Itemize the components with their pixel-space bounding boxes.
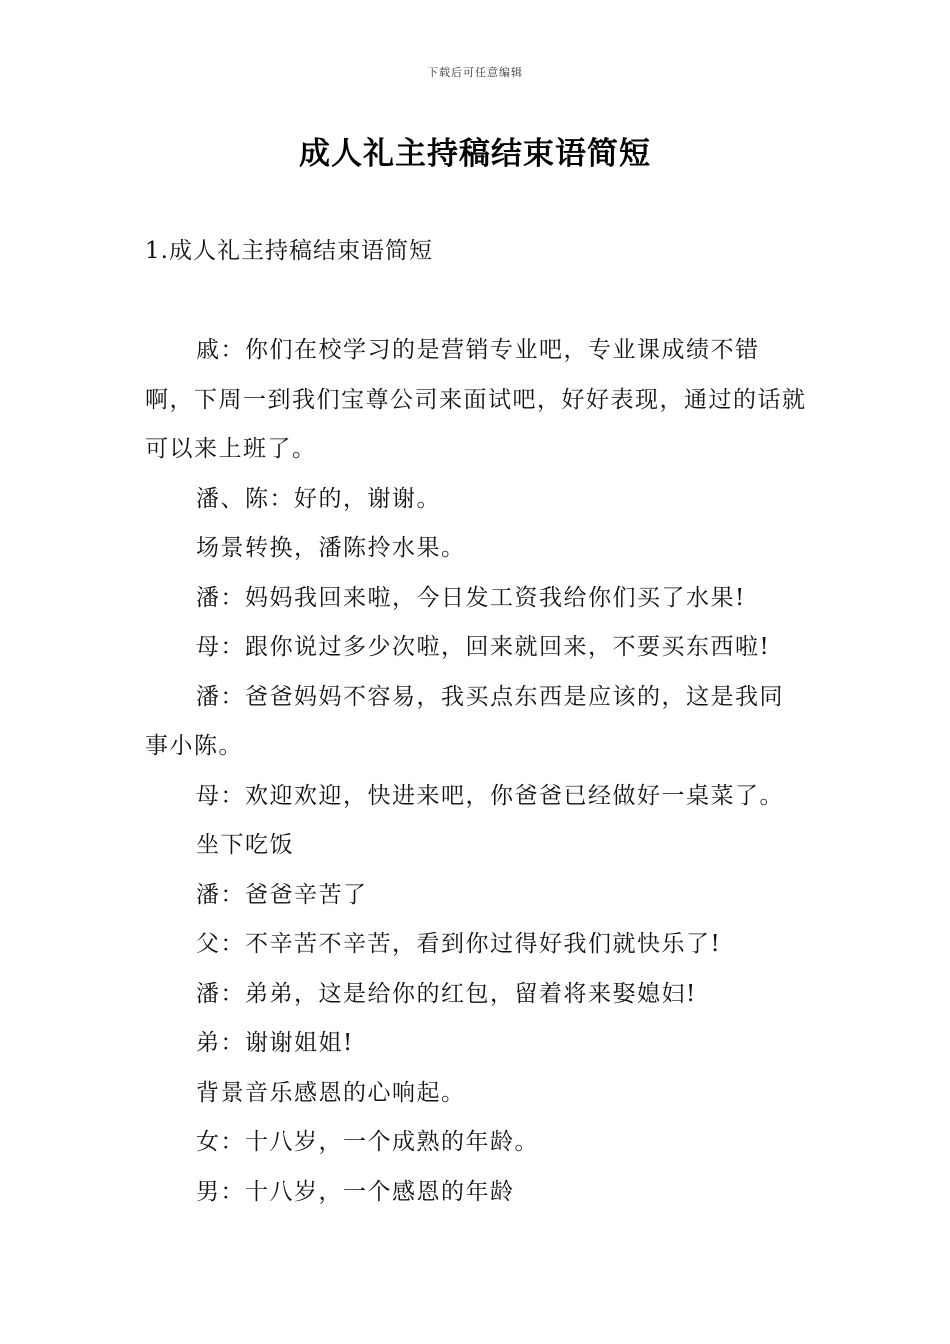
paragraph: 母：欢迎欢迎，快进来吧，你爸爸已经做好一桌菜了。 xyxy=(196,782,784,809)
section-heading: 1.成人礼主持稿结束语简短 xyxy=(145,238,433,264)
paragraph: 戚：你们在校学习的是营销专业吧，专业课成绩不错啊，下周一到我们宝尊公司来面试吧，好好表现，通过的话就可以来上班了。 xyxy=(145,337,807,462)
paragraph: 男：十八岁，一个感恩的年龄 xyxy=(196,1178,515,1205)
paragraph: 潘、陈：好的，谢谢。 xyxy=(196,485,441,512)
paragraph: 潘：爸爸妈妈不容易，我买点东西是应该的，这是我同事小陈。 xyxy=(145,683,784,759)
paragraph: 潘：妈妈我回来啦，今日发工资我给你们买了水果! xyxy=(196,584,746,611)
paragraph: 弟：谢谢姐姐! xyxy=(196,1030,354,1056)
paragraph: 潘：弟弟，这是给你的红包，留着将来娶媳妇! xyxy=(196,980,697,1007)
paragraph: 坐下吃饭 xyxy=(196,832,294,858)
paragraph: 父：不辛苦不辛苦，看到你过得好我们就快乐了! xyxy=(196,931,722,957)
paragraph: 潘：爸爸辛苦了 xyxy=(196,881,368,908)
paragraph: 女：十八岁，一个成熟的年龄。 xyxy=(196,1129,539,1155)
body-text xyxy=(145,326,807,1217)
document-title: 成人礼主持稿结束语简短 xyxy=(299,136,651,172)
paragraph: 母：跟你说过多少次啦，回来就回来，不要买东西啦! xyxy=(196,634,771,660)
paragraph: 场景转换，潘陈拎水果。 xyxy=(196,535,466,561)
header-note: 下载后可任意编辑 xyxy=(427,66,523,79)
paragraph: 背景音乐感恩的心响起。 xyxy=(196,1079,466,1106)
